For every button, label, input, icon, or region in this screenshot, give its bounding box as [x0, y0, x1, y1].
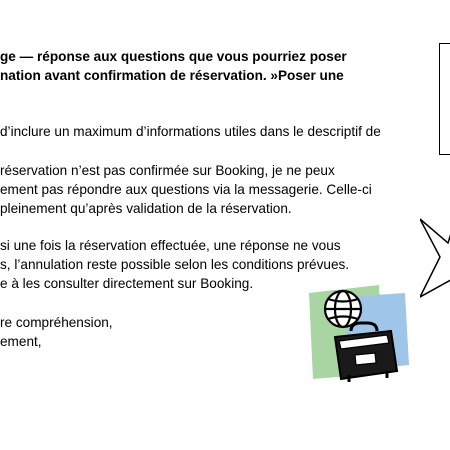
star-shape-icon: [420, 205, 450, 315]
paragraph-3-line-2: s, l’annulation reste possible selon les conditions prévues.: [0, 257, 350, 272]
paragraph-3-line-1: si une fois la réservation effectuée, une réponse ne vous: [0, 238, 341, 253]
heading-line-2: nation avant confirmation de réservation. »Poser une: [0, 68, 344, 83]
paragraph-1: d’inclure un maximum d’informations utiles dans le descriptif de: [0, 124, 381, 139]
paragraph-2-line-2: ement pas répondre aux questions via la messagerie. Celle-ci: [0, 182, 372, 197]
paragraph-2-line-3: pleinement qu’après validation de la réservation.: [0, 201, 292, 216]
paragraph-3-line-3: e à les consulter directement sur Booking.: [0, 276, 254, 291]
closing-line-1: re compréhension,: [0, 315, 113, 330]
text-box-frame: [439, 43, 450, 155]
heading-line-1: ge — réponse aux questions que vous pourriez poser: [0, 49, 347, 64]
paragraph-2-line-1: réservation n’est pas confirmée sur Booking, je ne peux: [0, 163, 335, 178]
globe-suitcase-icon: [305, 285, 413, 385]
closing-line-2: ement,: [0, 334, 42, 349]
